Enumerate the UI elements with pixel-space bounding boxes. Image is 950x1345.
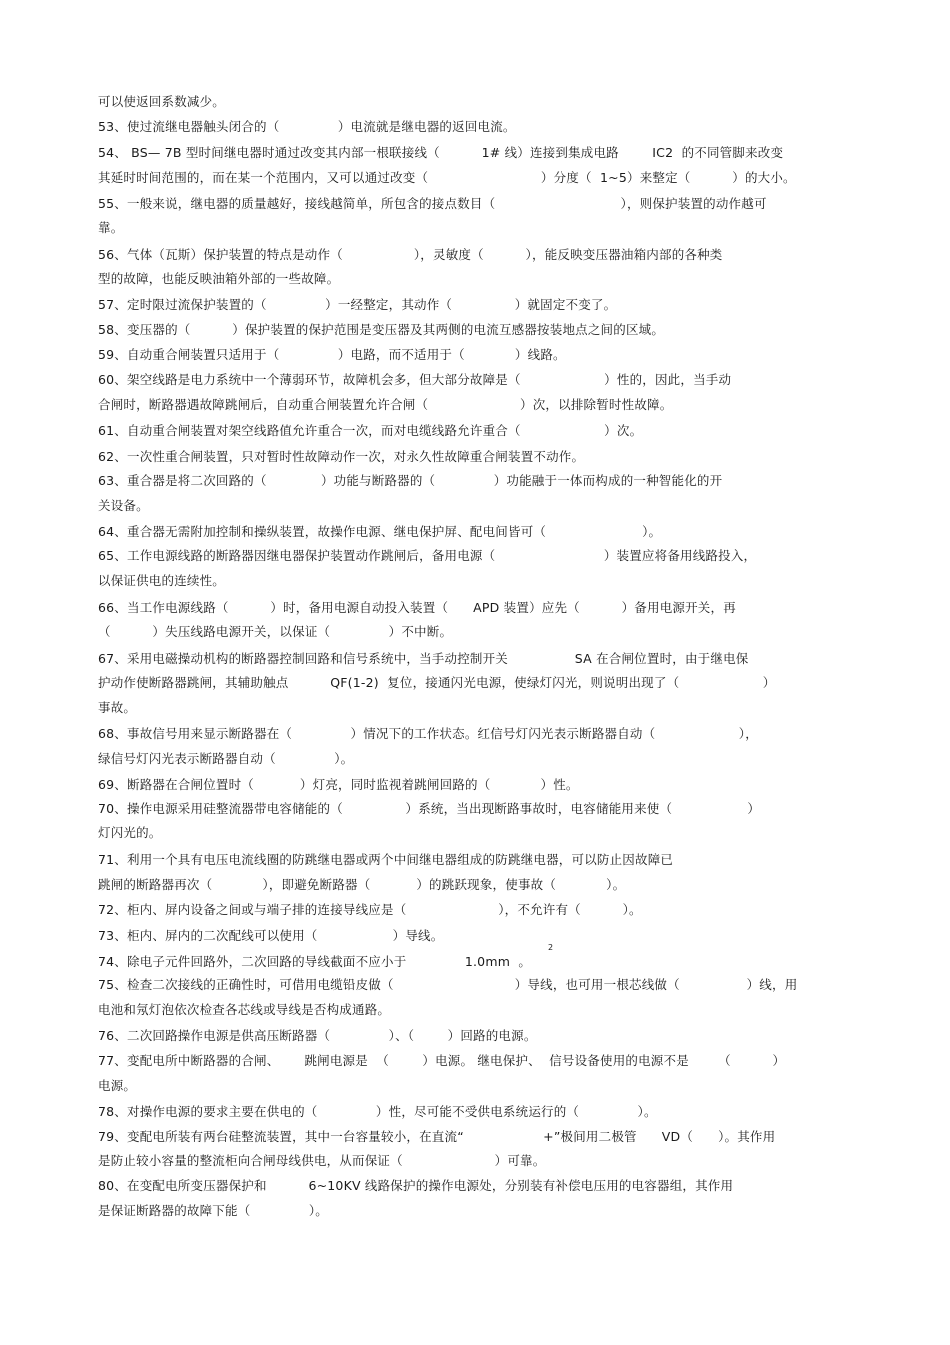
question-75: 75、检查二次接线的正确性时，可借用电缆铅皮做（ ）导线，也可用一根芯线做（ ）线，用 <box>98 977 798 992</box>
text-line: 电池和氖灯泡依次检查各芯线或导线是否构成通路。 <box>98 1002 391 1017</box>
question-80: 80、在变配电所变压器保护和 6~10KV 线路保护的操作电源处，分别装有补偿电压用的电容器组，其作用 <box>98 1178 734 1193</box>
text-line: 灯闪光的。 <box>98 825 162 840</box>
question-77: 77、变配电所中断路器的合闸、 跳闸电源是 （ ）电源。 继电保护、 信号设备使用的电源不是 （ ） <box>98 1053 786 1068</box>
question-70: 70、操作电源采用硅整流器带电容储能的（ ）系统，当出现断路事故时，电容储能用来使（ ） <box>98 801 761 816</box>
text-line: 电源。 <box>98 1078 137 1093</box>
text-line: 跳闸的断路器再次（ ），即避免断路器（ ）的跳跃现象，使事故（ ）。 <box>98 877 626 892</box>
question-54: 54、 BS— 7B 型时间继电器时通过改变其内部一根联接线（ 1# 线）连接到集成电路 IC2 的不同管脚来改变 <box>98 145 784 160</box>
question-56: 56、气体（瓦斯）保护装置的特点是动作（ ），灵敏度（ ），能反映变压器油箱内部的各种类 <box>98 247 723 262</box>
question-55: 55、一般来说，继电器的质量越好，接线越简单，所包含的接点数目（ ），则保护装置的动作越可 <box>98 196 767 211</box>
question-62: 62、一次性重合闸装置，只对暂时性故障动作一次，对永久性故障重合闸装置不动作。 <box>98 449 585 464</box>
text-line: 护动作使断路器跳闸，其辅助触点 QF(1-2) 复位，接通闪光电源，使绿灯闪光，则说明出现了（ ） <box>98 675 776 690</box>
superscript-two: 2 <box>548 943 554 952</box>
question-74: 74、除电子元件回路外，二次回路的导线截面不应小于 1.0mm 。 <box>98 954 532 969</box>
question-65: 65、工作电源线路的断路器因继电器保护装置动作跳闸后，备用电源（ ）装置应将备用线路投入， <box>98 548 757 563</box>
question-59: 59、自动重合闸装置只适用于（ ）电路，而不适用于（ ）线路。 <box>98 347 566 362</box>
question-60: 60、架空线路是电力系统中一个薄弱环节，故障机会多，但大部分故障是（ ）性的，因此，当手动 <box>98 372 732 387</box>
text-line: 是防止较小容量的整流柜向合闸母线供电，从而保证（ ）可靠。 <box>98 1153 546 1168</box>
question-78: 78、对操作电源的要求主要在供电的（ ）性，尽可能不受供电系统运行的（ ）。 <box>98 1104 657 1119</box>
text-line: 合闸时，断路器遇故障跳闸后，自动重合闸装置允许合闸（ ）次，以排除暂时性故障。 <box>98 397 673 412</box>
text-line: 关设备。 <box>98 498 149 513</box>
text-line: 绿信号灯闪光表示断路器自动（ ）。 <box>98 751 354 766</box>
text-line: 是保证断路器的故障下能（ ）。 <box>98 1203 328 1218</box>
text-line: 型的故障，也能反映油箱外部的一些故障。 <box>98 271 340 286</box>
text-line: 事故。 <box>98 700 137 715</box>
question-53: 53、使过流继电器触头闭合的（ ）电流就是继电器的返回电流。 <box>98 119 516 134</box>
text-line: 靠。 <box>98 220 124 235</box>
question-76: 76、二次回路操作电源是供高压断路器（ ）、（ ）回路的电源。 <box>98 1028 537 1043</box>
question-61: 61、自动重合闸装置对架空线路值允许重合一次，而对电缆线路允许重合（ ）次。 <box>98 423 643 438</box>
question-73: 73、柜内、屏内的二次配线可以使用（ ）导线。 <box>98 928 444 943</box>
question-67: 67、采用电磁操动机构的断路器控制回路和信号系统中，当手动控制开关 SA 在合闸位置时，由于继电保 <box>98 651 749 666</box>
text-line: 其延时时间范围的，而在某一个范围内，又可以通过改变（ ）分度（ 1~5）来整定（ ）的大小。 <box>98 170 796 185</box>
question-79: 79、变配电所装有两台硅整流装置，其中一台容量较小，在直流“ +”极间用二极管 VD（ ）。其作用 <box>98 1129 776 1144</box>
question-72: 72、柜内、屏内设备之间或与端子排的连接导线应是（ ），不允许有（ ）。 <box>98 902 642 917</box>
text-line: （ ）失压线路电源开关，以保证（ ）不中断。 <box>98 624 453 639</box>
question-71: 71、利用一个具有电压电流线圈的防跳继电器或两个中间继电器组成的防跳继电器，可以防止因故障已 <box>98 852 674 867</box>
text-line: 以保证供电的连续性。 <box>98 573 226 588</box>
question-66: 66、当工作电源线路（ ）时，备用电源自动投入装置（ APD 装置）应先（ ）备用电源开关，再 <box>98 600 736 615</box>
question-63: 63、重合器是将二次回路的（ ）功能与断路器的（ ）功能融于一体而构成的一种智能化的开 <box>98 473 723 488</box>
question-69: 69、断路器在合闸位置时（ ）灯亮，同时监视着跳闸回路的（ ）性。 <box>98 777 579 792</box>
text-line: 可以使返回系数减少。 <box>98 94 226 109</box>
question-68: 68、事故信号用来显示断路器在（ ）情况下的工作状态。红信号灯闪光表示断路器自动（ ）， <box>98 726 758 741</box>
question-57: 57、定时限过流保护装置的（ ）一经整定，其动作（ ）就固定不变了。 <box>98 297 617 312</box>
question-58: 58、变压器的（ ）保护装置的保护范围是变压器及其两侧的电流互感器按装地点之间的区域。 <box>98 322 665 337</box>
question-64: 64、重合器无需附加控制和操纵装置，故操作电源、继电保护屏、配电间皆可（ ）。 <box>98 524 662 539</box>
